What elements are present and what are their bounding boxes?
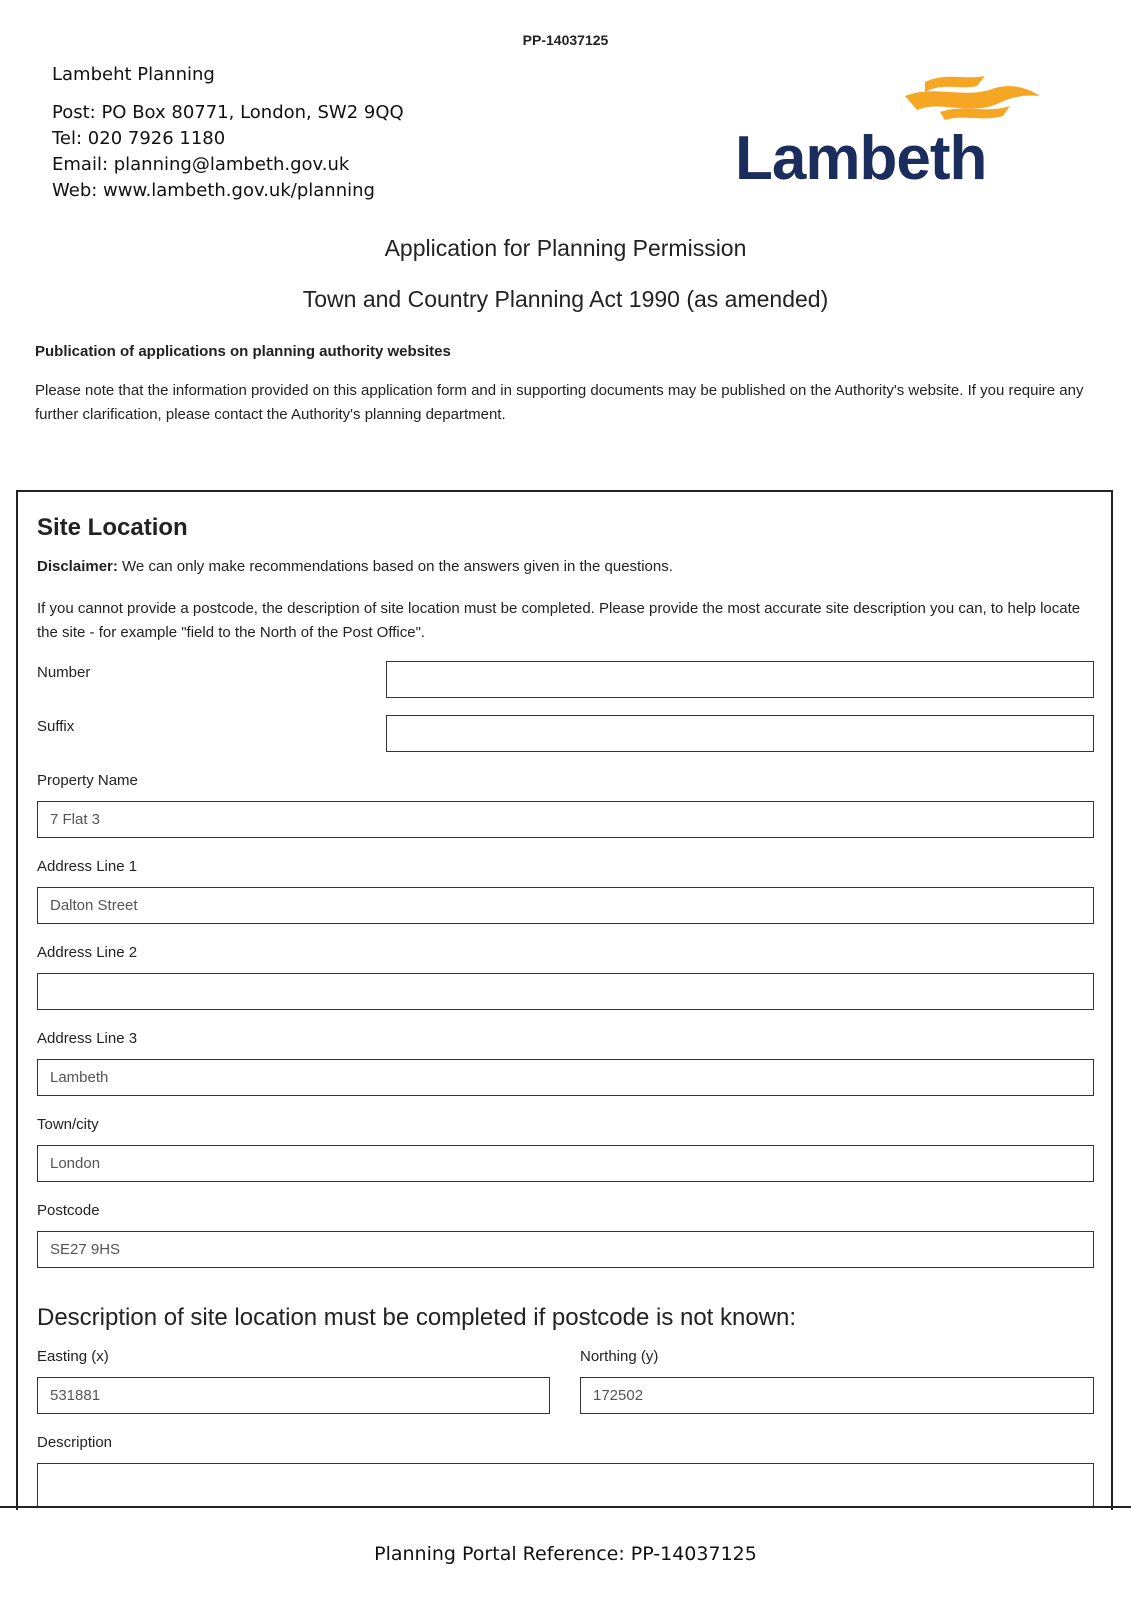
address-line-2-field[interactable] xyxy=(37,973,1094,1010)
suffix-label: Suffix xyxy=(37,718,75,735)
northing-label: Northing (y) xyxy=(580,1348,659,1365)
address-line-3-label: Address Line 3 xyxy=(37,1030,138,1047)
reference-number: PP-14037125 xyxy=(522,32,609,48)
contact-email: Email: planning@lambeth.gov.uk xyxy=(52,154,350,175)
disclaimer-label: Disclaimer: xyxy=(37,558,118,575)
organization-name: Lambeht Planning xyxy=(52,64,215,85)
address-line-1-field[interactable]: Dalton Street xyxy=(37,887,1094,924)
address-line-3-field[interactable]: Lambeth xyxy=(37,1059,1094,1096)
suffix-field[interactable] xyxy=(386,715,1094,752)
town-city-label: Town/city xyxy=(37,1116,99,1133)
contact-tel: Tel: 020 7926 1180 xyxy=(52,128,226,149)
property-name-label: Property Name xyxy=(37,772,138,789)
contact-web: Web: www.lambeth.gov.uk/planning xyxy=(52,180,375,201)
logo-text: Lambeth xyxy=(735,124,987,193)
address-line-1-label: Address Line 1 xyxy=(37,858,138,875)
number-field[interactable] xyxy=(386,661,1094,698)
postcode-label: Postcode xyxy=(37,1202,100,1219)
property-name-field[interactable]: 7 Flat 3 xyxy=(37,801,1094,838)
contact-block xyxy=(52,62,404,204)
logo-wave-icon xyxy=(885,70,1065,130)
page-title: Application for Planning Permission xyxy=(384,235,747,261)
publication-heading: Publication of applications on planning authority websites xyxy=(35,343,451,360)
publication-text: Please note that the information provided on this application form and in supporting documents may be published on the Authority's website. If you require any further clarification, please contact the Authority's planning department. xyxy=(35,382,1084,423)
footer-reference: Planning Portal Reference: PP-14037125 xyxy=(374,1543,757,1565)
contact-post: Post: PO Box 80771, London, SW2 9QQ xyxy=(52,102,404,123)
site-location-intro: If you cannot provide a postcode, the description of site location must be completed. Please provide the most accurate site description you can, to help locate the site - for example "field to the North of the Post Office". xyxy=(37,600,1081,641)
easting-field[interactable]: 531881 xyxy=(37,1377,550,1414)
easting-label: Easting (x) xyxy=(37,1348,109,1365)
section-title: Site Location xyxy=(37,514,188,541)
footer-divider xyxy=(0,1506,1131,1508)
number-label: Number xyxy=(37,664,91,681)
address-line-2-label: Address Line 2 xyxy=(37,944,138,961)
lambeth-logo xyxy=(735,70,1065,200)
description-heading: Description of site location must be completed if postcode is not known: xyxy=(37,1304,797,1331)
northing-field[interactable]: 172502 xyxy=(580,1377,1094,1414)
postcode-field[interactable]: SE27 9HS xyxy=(37,1231,1094,1268)
disclaimer xyxy=(37,558,673,575)
description-field[interactable] xyxy=(37,1463,1094,1508)
disclaimer-text: We can only make recommendations based on the answers given in the questions. xyxy=(117,558,673,575)
page-subtitle: Town and Country Planning Act 1990 (as amended) xyxy=(302,286,829,312)
description-label: Description xyxy=(37,1434,113,1451)
town-city-field[interactable]: London xyxy=(37,1145,1094,1182)
